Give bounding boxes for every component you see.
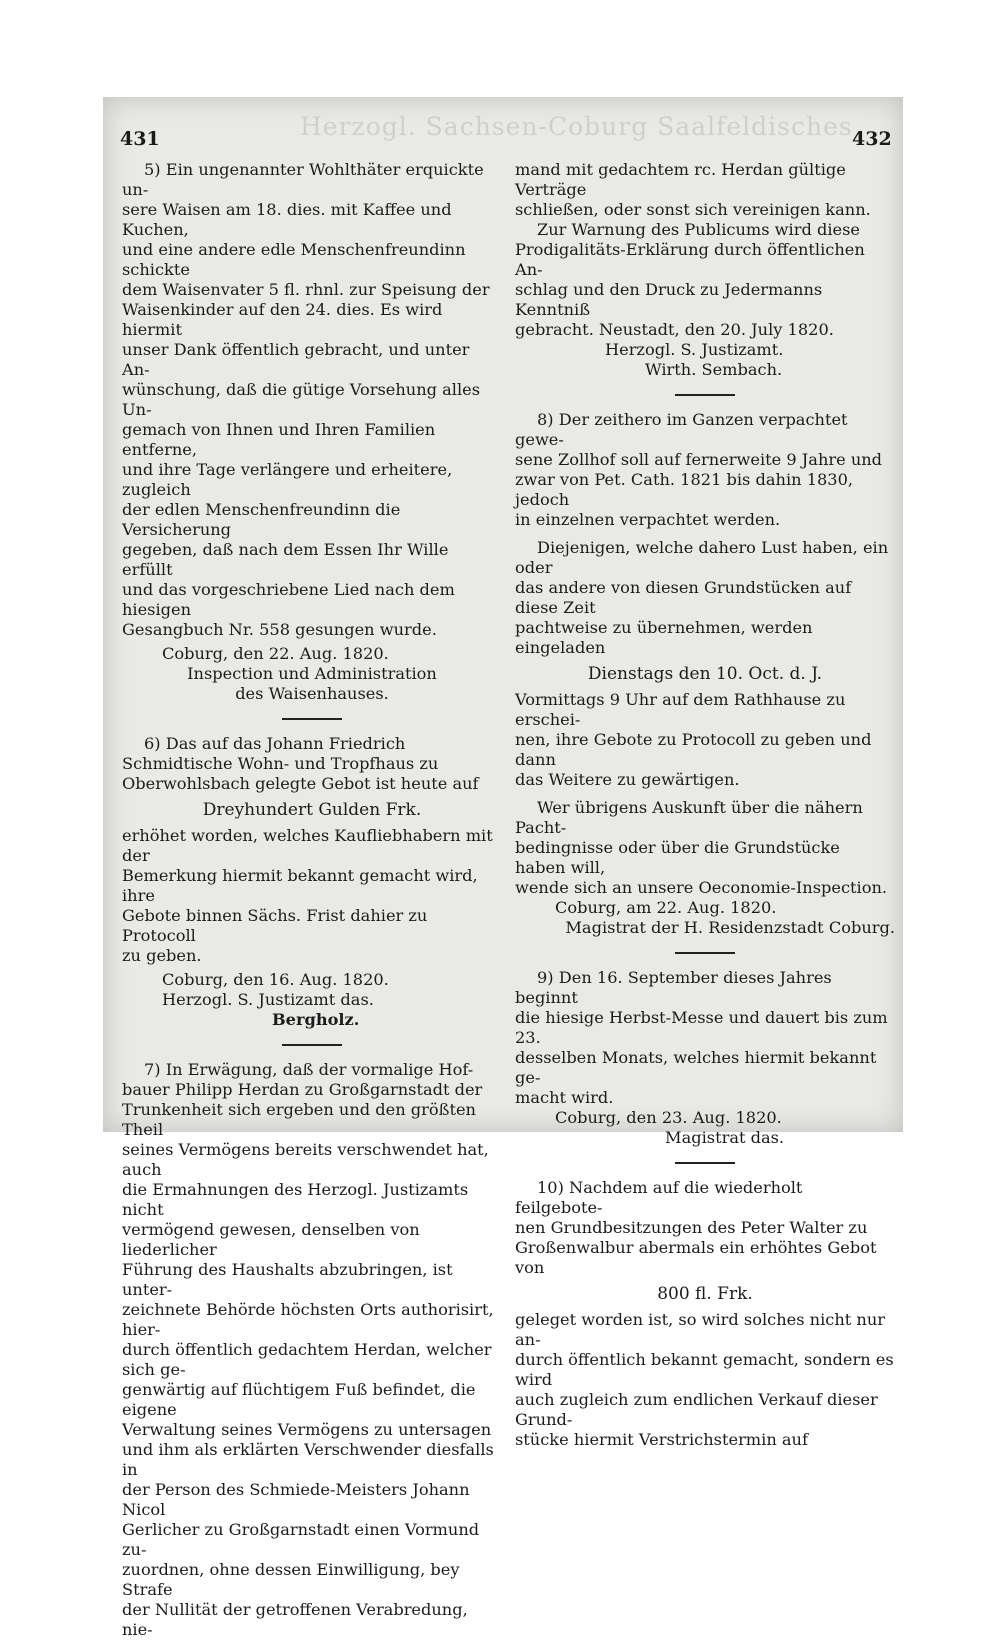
text-line: 8) Der zeithero im Ganzen verpachtet gewe-: [515, 410, 848, 449]
text-line: macht wird.: [515, 1088, 614, 1107]
text-line: gegeben, daß nach dem Essen Ihr Wille erfüllt: [122, 540, 449, 579]
text-line: schlag und den Druck zu Jedermanns Kenntniß: [515, 280, 823, 319]
left-column: [122, 160, 502, 1640]
text-line: wende sich an unsere Oeconomie-Inspection.: [515, 878, 888, 897]
text-line: Zur Warnung des Publicums wird diese: [537, 220, 860, 239]
text-line: mand mit gedachtem rc. Herdan gültige Verträge: [515, 160, 846, 199]
text-line: Gerlicher zu Großgarnstadt einen Vormund zu-: [122, 1520, 480, 1559]
text-line: auch zugleich zum endlichen Verkauf dieser Grund-: [515, 1390, 878, 1429]
text-line: der Nullität der getroffenen Verabredung, nie-: [122, 1600, 468, 1639]
text-line: vermögend gewesen, denselben von liederlicher: [122, 1220, 420, 1259]
bleed-through-title: Herzogl. Sachsen-Coburg Saalfeldisches: [300, 112, 853, 141]
section-divider: [675, 394, 735, 396]
text-line: stücke hiermit Verstrichstermin auf: [515, 1430, 808, 1449]
notice-date: Coburg, den 16. Aug. 1820.: [162, 970, 389, 989]
text-line: zeichnete Behörde höchsten Orts authorisirt, hier-: [122, 1300, 494, 1339]
text-line: der edlen Menschenfreundinn die Versicherung: [122, 500, 401, 539]
text-line: zu geben.: [122, 946, 202, 965]
text-line: dem Waisenvater 5 fl. rhnl. zur Speisung der: [122, 280, 490, 299]
auction-date: Dienstags den 10. Oct. d. J.: [587, 664, 823, 684]
text-line: 5) Ein ungenannter Wohlthäter erquickte un-: [122, 160, 484, 199]
text-line: Trunkenheit sich ergeben und den größten Theil: [122, 1100, 476, 1139]
text-line: zwar von Pet. Cath. 1821 bis dahin 1830, jedoch: [515, 470, 854, 509]
signature: Bergholz.: [272, 1010, 360, 1029]
text-line: durch öffentlich gedachtem Herdan, welcher sich ge-: [122, 1340, 492, 1379]
text-line: gebracht. Neustadt, den 20. July 1820.: [515, 320, 834, 339]
text-line: und eine andere edle Menschenfreundinn schickte: [122, 240, 466, 279]
text-line: 7) In Erwägung, daß der vormalige Hof-: [144, 1060, 474, 1079]
text-line: durch öffentlich bekannt gemacht, sondern es wird: [515, 1350, 894, 1389]
text-line: schließen, oder sonst sich vereinigen kann.: [515, 200, 871, 219]
text-line: Schmidtische Wohn- und Tropfhaus zu: [122, 754, 439, 773]
right-page-number: 432: [852, 128, 892, 150]
text-line: Verwaltung seines Vermögens zu untersagen: [122, 1420, 492, 1439]
text-line: das andere von diesen Grundstücken auf diese Zeit: [515, 578, 852, 617]
signature: Inspection und Administration: [187, 664, 437, 683]
text-line: desselben Monats, welches hiermit bekannt ge-: [515, 1048, 877, 1087]
notice-8: [515, 410, 895, 938]
section-divider: [282, 1044, 342, 1046]
text-line: in einzelnen verpachtet werden.: [515, 510, 781, 529]
text-line: 9) Den 16. September dieses Jahres beginnt: [515, 968, 832, 1007]
right-column: [515, 160, 895, 1450]
left-page-number: 431: [120, 128, 160, 150]
text-line: und das vorgeschriebene Lied nach dem hiesigen: [122, 580, 455, 619]
text-line: pachtweise zu übernehmen, werden eingeladen: [515, 618, 813, 657]
text-line: sene Zollhof soll auf fernerweite 9 Jahre und: [515, 450, 883, 469]
text-line: geleget worden ist, so wird solches nicht nur an-: [515, 1310, 885, 1349]
notice-date: Coburg, am 22. Aug. 1820.: [555, 898, 777, 917]
text-line: die Ermahnungen des Herzogl. Justizamts nicht: [122, 1180, 469, 1219]
text-line: nen Grundbesitzungen des Peter Walter zu: [515, 1218, 868, 1237]
text-line: Diejenigen, welche dahero Lust haben, ein oder: [515, 538, 889, 577]
text-line: unser Dank öffentlich gebracht, und unter An-: [122, 340, 470, 379]
text-line: Großenwalbur abermals ein erhöhtes Gebot von: [515, 1238, 877, 1277]
text-line: genwärtig auf flüchtigem Fuß befindet, die eigene: [122, 1380, 476, 1419]
text-line: seines Vermögens bereits verschwendet hat, auch: [122, 1140, 489, 1179]
text-line: Wer übrigens Auskunft über die nähern Pacht-: [515, 798, 863, 837]
text-line: Gebote binnen Sächs. Frist dahier zu Protocoll: [122, 906, 428, 945]
notice-5: [122, 160, 502, 704]
notice-date: Coburg, den 23. Aug. 1820.: [555, 1108, 782, 1127]
text-line: Prodigalitäts-Erklärung durch öffentlichen An-: [515, 240, 865, 279]
text-line: Gesangbuch Nr. 558 gesungen wurde.: [122, 620, 437, 639]
text-line: erhöhet worden, welches Kaufliebhabern mit der: [122, 826, 493, 865]
signature: Herzogl. S. Justizamt.: [605, 340, 784, 359]
text-line: Führung des Haushalts abzubringen, ist unter-: [122, 1260, 453, 1299]
text-line: sere Waisen am 18. dies. mit Kaffee und Kuchen,: [122, 200, 452, 239]
text-line: Oberwohlsbach gelegte Gebot ist heute auf: [122, 774, 479, 793]
text-line: gemach von Ihnen und Ihren Familien entferne,: [122, 420, 436, 459]
text-line: der Person des Schmiede-Meisters Johann Nicol: [122, 1480, 470, 1519]
signature: Magistrat das.: [665, 1128, 785, 1147]
notice-9: [515, 968, 895, 1148]
text-line: Bemerkung hiermit bekannt gemacht wird, ihre: [122, 866, 478, 905]
text-line: 6) Das auf das Johann Friedrich: [144, 734, 406, 753]
notice-7: [122, 1060, 502, 1640]
text-line: Waisenkinder auf den 24. dies. Es wird hiermit: [122, 300, 443, 339]
text-line: 10) Nachdem auf die wiederholt feilgebote-: [515, 1178, 803, 1217]
section-divider: [675, 952, 735, 954]
text-line: zuordnen, ohne dessen Einwilligung, bey Strafe: [122, 1560, 460, 1599]
text-line: nen, ihre Gebote zu Protocoll zu geben und dann: [515, 730, 872, 769]
bid-amount: 800 fl. Frk.: [657, 1284, 753, 1304]
text-line: Vormittags 9 Uhr auf dem Rathhause zu erschei-: [515, 690, 846, 729]
text-line: wünschung, daß die gütige Vorsehung alles Un-: [122, 380, 481, 419]
notice-6: [122, 734, 502, 1030]
notice-10: [515, 1178, 895, 1450]
text-line: die hiesige Herbst-Messe und dauert bis zum 23.: [515, 1008, 888, 1047]
notice-7-continued: [515, 160, 895, 380]
section-divider: [282, 718, 342, 720]
signature: Magistrat der H. Residenzstadt Coburg.: [565, 918, 895, 937]
signature: Wirth. Sembach.: [645, 360, 783, 379]
bid-amount: Dreyhundert Gulden Frk.: [202, 800, 422, 820]
text-line: und ihre Tage verlängere und erheitere, zugleich: [122, 460, 453, 499]
signature: des Waisenhauses.: [235, 684, 389, 703]
text-line: bedingnisse oder über die Grundstücke haben will,: [515, 838, 840, 877]
section-divider: [675, 1162, 735, 1164]
text-line: das Weitere zu gewärtigen.: [515, 770, 740, 789]
notice-date: Coburg, den 22. Aug. 1820.: [162, 644, 389, 663]
text-line: bauer Philipp Herdan zu Großgarnstadt der: [122, 1080, 483, 1099]
text-line: und ihm als erklärten Verschwender diesfalls in: [122, 1440, 494, 1479]
signature: Herzogl. S. Justizamt das.: [162, 990, 374, 1009]
